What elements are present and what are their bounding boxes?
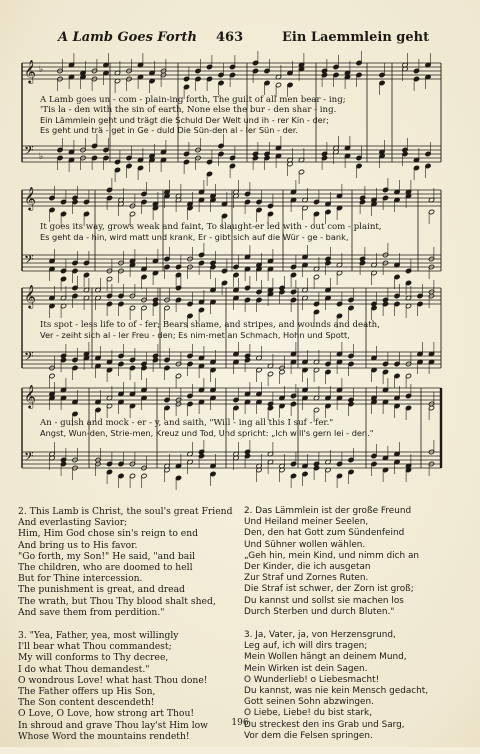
treble-clef-icon: 𝄞 <box>24 384 36 408</box>
verse-line: "Go forth, my Son!" He said, "and bail <box>18 550 196 562</box>
lyric-line: A Lamb goes un - com - plain-ing forth, The guilt of all men bear - ing; <box>40 95 346 105</box>
verse-line: Durch Sterben und durch Bluten." <box>244 606 395 617</box>
verse-line: The punishment is great, and dread <box>18 584 185 596</box>
lyric-line: 'Tis la - den with the sin of earth, None else the bur - den shar - ing. <box>40 105 337 115</box>
verse-line: Gott seinen Sohn abzwingen. <box>244 697 374 708</box>
verse-line: And save them from perdition." <box>18 606 165 618</box>
verse-line: 3. Ja, Vater, ja, von Herzensgrund, <box>244 630 396 641</box>
verse-line: The children, who are doomed to hell <box>18 562 193 574</box>
verse-line: Und Heiland meiner Seelen, <box>244 517 369 528</box>
verses-english <box>18 506 238 754</box>
verse-line: O Love, O Love, how strong art Thou! <box>18 708 195 720</box>
lyrics-system-1 <box>40 95 440 135</box>
verse-line: Leg auf, ich will dirs tragen; <box>244 641 368 652</box>
lyrics-system-4 <box>40 418 440 438</box>
verse-line: „Geh hin, mein Kind, und nimm dich an <box>244 550 420 561</box>
page-number: 196 <box>231 718 249 728</box>
title-english: A Lamb Goes Forth <box>58 30 197 45</box>
verse-line: Whose Word the mountains rendeth! <box>18 730 190 742</box>
lyric-line: An - guish and mock - er - y, and saith, "Will - ing all this I suf - fer." <box>40 418 334 428</box>
stanza-2-de <box>244 506 464 618</box>
verse-line: Du kannst und sollst sie machen los <box>244 595 404 606</box>
verse-line: O wondrous Love! what hast Thou done! <box>18 674 208 686</box>
treble-clef-icon: 𝄞 <box>24 284 36 308</box>
bass-clef-icon: 𝄢 <box>24 349 34 367</box>
verse-line: Du kannst, was nie kein Mensch gedacht, <box>244 686 429 697</box>
verse-line: Zur Straf und Zornes Ruten. <box>244 573 369 584</box>
lyric-line: Angst, Wun-den, Strie-men, Kreuz und Tod, Und spricht: „Ich will's gern lei - den." <box>40 428 374 438</box>
verse-line: But for Thine intercession. <box>18 573 143 585</box>
lyric-line: Ein Lämmlein geht und trägt die Schuld Der Welt und ih - rer Kin - der; <box>40 115 329 125</box>
verse-line: O Liebe, Liebe! du bist stark, <box>244 708 373 719</box>
flat-key-icon: ♭ <box>39 152 44 162</box>
verse-line: Die Straf ist schwer, der Zorn ist groß; <box>244 584 414 595</box>
verse-line: Vor dem die Felsen springen. <box>244 730 373 741</box>
verse-line: 3. "Yea, Father, yea, most willingly <box>18 630 179 642</box>
lyric-line: Es geht da - hin, wird matt und krank, Er - gibt sich auf die Wür - ge - bank, <box>40 232 349 242</box>
hymn-number: 463 <box>216 30 244 45</box>
bass-clef-icon: 𝄢 <box>24 252 34 270</box>
lyrics-system-3 <box>40 320 440 340</box>
lyric-line: It goes its way, grows weak and faint, To slaught-er led with - out com - plaint, <box>40 222 382 232</box>
verse-line: And bring us to His favor. <box>18 539 138 551</box>
verse-line: Den, den hat Gott zum Sündenfeind <box>244 528 405 539</box>
treble-clef-icon: 𝄞 <box>24 186 36 210</box>
verse-line: Him, Him God chose sin's reign to end <box>18 528 199 540</box>
verse-line: The Son content descendeth! <box>18 697 155 709</box>
verse-line: I do what Thou demandest." <box>18 663 150 675</box>
verse-line: Du streckest den ins Grab und Sarg, <box>244 719 405 730</box>
verse-line: My will conforms to Thy decree, <box>18 652 169 664</box>
verse-line: I'll bear what Thou commandest; <box>18 641 172 653</box>
treble-clef-icon: 𝄞 <box>24 59 36 83</box>
lyric-line: Ver - zeiht sich al - ler Freu - den; Es nim-met an Schmach, Hohn und Spott, <box>40 330 350 340</box>
lyrics-system-2 <box>40 222 440 242</box>
verses-german <box>244 506 464 754</box>
bass-clef-icon: 𝄢 <box>24 449 34 467</box>
verse-line: Und Sühner wollen wählen. <box>244 539 366 550</box>
verse-line: Mein Wirken ist dein Sagen. <box>244 663 368 674</box>
verse-line: In shroud and grave Thou lay'st Him low <box>18 719 209 731</box>
lyric-line: Its spot - less life to of - fer; Bears shame, and stripes, and wounds and death, <box>40 320 380 330</box>
verse-line: The Father offers up His Son, <box>18 686 156 698</box>
verse-line: The wrath, but Thou Thy blood shalt shed, <box>18 595 216 607</box>
verse-line: 2. Das Lämmlein ist der große Freund <box>244 506 412 516</box>
title-german: Ein Laemmlein geht <box>282 30 430 45</box>
flat-key-icon: ♭ <box>39 65 44 75</box>
verse-line: Mein Wollen hängt an deinem Mund, <box>244 652 407 663</box>
verse-line: And everlasting Savior; <box>18 517 128 529</box>
verse-line: O Wunderlieb! o Liebesmacht! <box>244 674 380 685</box>
stanza-2-en <box>18 506 238 618</box>
bass-clef-icon: 𝄢 <box>24 143 34 161</box>
verse-line: Der Kinder, die ich ausgetan <box>244 562 371 573</box>
lyric-line: Es geht und trä - get in Ge - duld Die Sün-den al - ler Sün - der. <box>40 125 299 135</box>
verse-line: 2. This Lamb is Christ, the soul's great Friend <box>18 506 233 517</box>
